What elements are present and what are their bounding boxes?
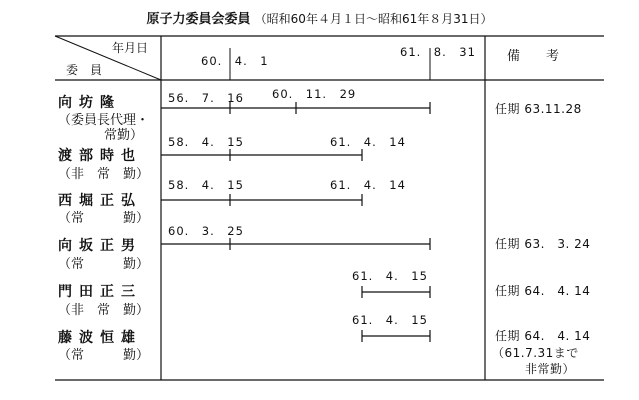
header-member-label: 委 員 — [66, 63, 103, 77]
axis-start-label: 60. 4. 1 — [201, 54, 269, 68]
title-sub: （昭和60年４月１日～昭和61年８月31日） — [254, 12, 493, 26]
member-role: （常 勤） — [58, 257, 150, 272]
member-name: 藤波恒雄 — [58, 330, 142, 346]
start-date-label: 60. 3. 25 — [168, 224, 244, 238]
remark: 任期 63.11.28 — [495, 102, 582, 116]
header-date-label: 年月日 — [112, 41, 149, 55]
axis-end-label: 61. 8. 31 — [400, 45, 476, 59]
end-date-label: 61. 4. 14 — [330, 135, 406, 149]
start-date-label: 61. 4. 15 — [352, 313, 428, 327]
member-name: 向坊隆 — [58, 95, 121, 111]
remarks-header: 備 考 — [507, 49, 560, 64]
member-role: （常 勤） — [58, 211, 150, 226]
member-name: 向坂正男 — [58, 238, 142, 254]
start-date-label: 61. 4. 15 — [352, 269, 428, 283]
remark: 任期 63. 3. 24 — [495, 237, 591, 251]
remark: 任期 64. 4. 14 — [495, 284, 591, 298]
marker-date-label: 60. 11. 29 — [272, 87, 357, 101]
start-date-label: 56. 7. 16 — [168, 91, 244, 105]
title-main: 原子力委員会委員 — [146, 12, 251, 27]
end-date-label: 61. 4. 14 — [330, 178, 406, 192]
remark: 任期 64. 4. 14 — [495, 329, 591, 343]
member-name: 渡部時也 — [58, 148, 142, 164]
member-role: （常 勤） — [58, 348, 150, 363]
remark: （61.7.31まで — [492, 346, 579, 360]
start-date-label: 58. 4. 15 — [168, 135, 244, 149]
member-role: （非 常 勤） — [58, 303, 150, 318]
remark: 非常勤） — [525, 362, 576, 376]
member-role: （非 常 勤） — [58, 167, 150, 182]
member-role: （委員長代理・ — [58, 113, 150, 128]
member-name: 西堀正弘 — [58, 193, 142, 209]
member-name: 門田正三 — [58, 284, 142, 300]
start-date-label: 58. 4. 15 — [168, 178, 244, 192]
member-role: 常勤） — [104, 128, 144, 143]
